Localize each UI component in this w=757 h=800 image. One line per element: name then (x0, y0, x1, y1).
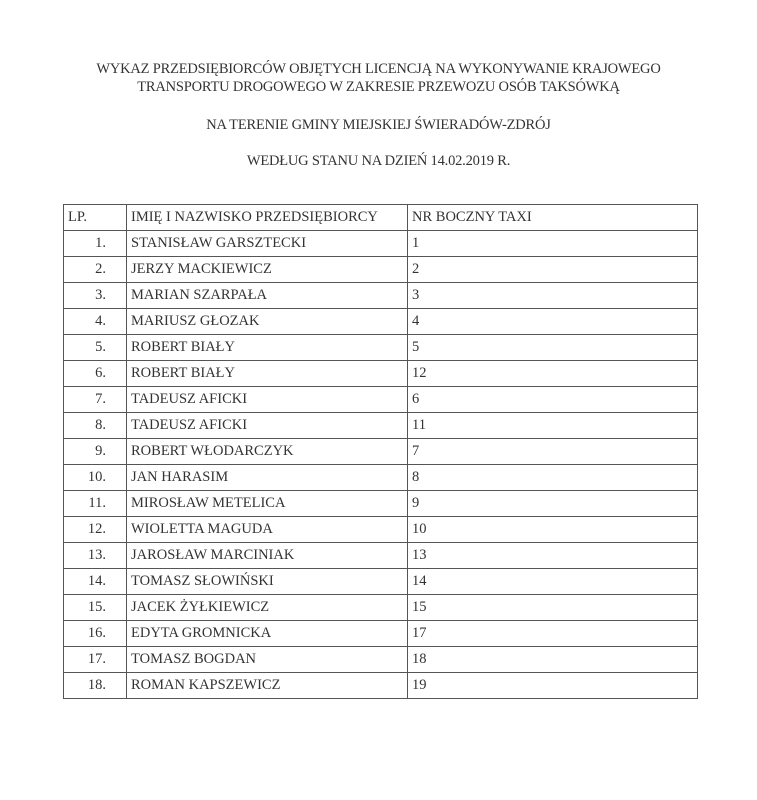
row-lp: 1. (64, 231, 127, 257)
header-name: IMIĘ I NAZWISKO PRZEDSIĘBIORCY (127, 205, 408, 231)
header-lp: LP. (64, 205, 127, 231)
table-row (64, 465, 698, 491)
table-header-row (64, 205, 698, 231)
row-name: TADEUSZ AFICKI (127, 387, 408, 413)
row-lp: 17. (64, 647, 127, 673)
row-taxi-number: 18 (408, 647, 698, 673)
row-taxi-number: 13 (408, 543, 698, 569)
table-row (64, 413, 698, 439)
document-title-line-1: WYKAZ PRZEDSIĘBIORCÓW OBJĘTYCH LICENCJĄ NA WYKONYWANIE KRAJOWEGO (96, 61, 661, 77)
row-taxi-number: 15 (408, 595, 698, 621)
row-lp: 4. (64, 309, 127, 335)
row-lp: 13. (64, 543, 127, 569)
table-row (64, 621, 698, 647)
row-name: EDYTA GROMNICKA (127, 621, 408, 647)
table-row (64, 361, 698, 387)
row-taxi-number: 2 (408, 257, 698, 283)
document-date-line: WEDŁUG STANU NA DZIEŃ 14.02.2019 R. (246, 153, 511, 169)
row-taxi-number: 3 (408, 283, 698, 309)
table-row (64, 335, 698, 361)
row-lp: 9. (64, 439, 127, 465)
row-name: MARIAN SZARPAŁA (127, 283, 408, 309)
row-taxi-number: 8 (408, 465, 698, 491)
table-row (64, 647, 698, 673)
row-name: MARIUSZ GŁOZAK (127, 309, 408, 335)
row-name: JAN HARASIM (127, 465, 408, 491)
row-name: WIOLETTA MAGUDA (127, 517, 408, 543)
row-name: ROBERT BIAŁY (127, 361, 408, 387)
row-taxi-number: 9 (408, 491, 698, 517)
row-taxi-number: 6 (408, 387, 698, 413)
row-lp: 16. (64, 621, 127, 647)
row-lp: 6. (64, 361, 127, 387)
row-taxi-number: 4 (408, 309, 698, 335)
table-row (64, 595, 698, 621)
taxi-licence-table (63, 204, 698, 699)
row-name: MIROSŁAW METELICA (127, 491, 408, 517)
row-name: TOMASZ SŁOWIŃSKI (127, 569, 408, 595)
row-name: STANISŁAW GARSZTECKI (127, 231, 408, 257)
row-name: TADEUSZ AFICKI (127, 413, 408, 439)
row-taxi-number: 17 (408, 621, 698, 647)
table-row (64, 387, 698, 413)
row-name: JERZY MACKIEWICZ (127, 257, 408, 283)
table-row (64, 569, 698, 595)
row-taxi-number: 19 (408, 673, 698, 699)
header-taxi-number: NR BOCZNY TAXI (408, 205, 698, 231)
table-row (64, 231, 698, 257)
table-row (64, 283, 698, 309)
table-row (64, 673, 698, 699)
row-taxi-number: 7 (408, 439, 698, 465)
row-taxi-number: 14 (408, 569, 698, 595)
row-lp: 3. (64, 283, 127, 309)
row-name: ROBERT WŁODARCZYK (127, 439, 408, 465)
table-row (64, 439, 698, 465)
row-lp: 7. (64, 387, 127, 413)
table-row (64, 543, 698, 569)
row-taxi-number: 10 (408, 517, 698, 543)
row-name: ROMAN KAPSZEWICZ (127, 673, 408, 699)
row-taxi-number: 5 (408, 335, 698, 361)
table-row (64, 309, 698, 335)
row-taxi-number: 12 (408, 361, 698, 387)
row-lp: 18. (64, 673, 127, 699)
row-lp: 2. (64, 257, 127, 283)
row-name: JACEK ŻYŁKIEWICZ (127, 595, 408, 621)
row-lp: 10. (64, 465, 127, 491)
table-row (64, 517, 698, 543)
document-title-line-2: TRANSPORTU DROGOWEGO W ZAKRESIE PRZEWOZU OSÓB TAKSÓWKĄ (137, 79, 620, 95)
row-lp: 11. (64, 491, 127, 517)
table-row (64, 491, 698, 517)
row-lp: 15. (64, 595, 127, 621)
row-lp: 12. (64, 517, 127, 543)
row-lp: 8. (64, 413, 127, 439)
row-name: TOMASZ BOGDAN (127, 647, 408, 673)
table-row (64, 257, 698, 283)
row-taxi-number: 11 (408, 413, 698, 439)
row-name: JAROSŁAW MARCINIAK (127, 543, 408, 569)
document-subtitle: NA TERENIE GMINY MIEJSKIEJ ŚWIERADÓW-ZDRÓJ (206, 117, 551, 133)
row-taxi-number: 1 (408, 231, 698, 257)
row-lp: 5. (64, 335, 127, 361)
row-lp: 14. (64, 569, 127, 595)
row-name: ROBERT BIAŁY (127, 335, 408, 361)
